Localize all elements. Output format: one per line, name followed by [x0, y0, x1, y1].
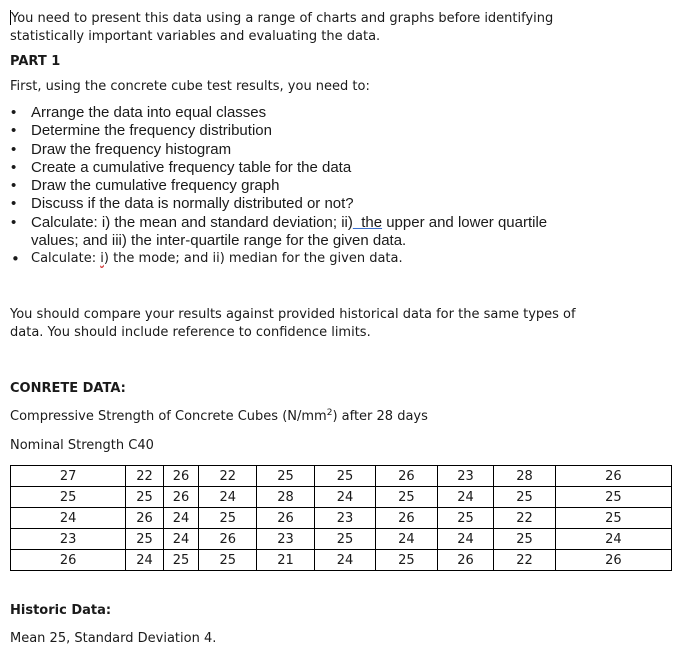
part1-heading: PART 1: [10, 54, 61, 69]
table-cell: 26: [376, 508, 437, 529]
table-cell: 25: [376, 487, 437, 508]
table-row: [11, 550, 672, 571]
table-cell: 24: [163, 529, 199, 550]
table-cell: 24: [437, 487, 494, 508]
table-cell: 24: [376, 529, 437, 550]
table-cell: 21: [257, 550, 315, 571]
table-cell: 26: [376, 466, 437, 487]
nominal-strength: Nominal Strength C40: [10, 438, 154, 453]
table-cell: 25: [199, 550, 257, 571]
table-cell: 24: [314, 487, 375, 508]
table-cell: 24: [11, 508, 126, 529]
list-item: • Draw the cumulative frequency graph: [10, 177, 547, 195]
table-cell: 22: [199, 466, 257, 487]
table-cell: 26: [437, 550, 494, 571]
table-cell: 28: [257, 487, 315, 508]
table-cell: 26: [163, 466, 199, 487]
list-item-calc-1: • Calculate: i) the mean and standard deviation; ii) the upper and lower quartile values; and iii) the inter-quartile range for the given data.: [10, 214, 547, 251]
table-cell: 25: [11, 487, 126, 508]
table-cell: 26: [126, 508, 163, 529]
list-item: • Determine the frequency distribution: [10, 122, 547, 140]
table-cell: 25: [494, 487, 555, 508]
historic-text: Mean 25, Standard Deviation 4.: [10, 631, 217, 646]
table-cell: 25: [314, 529, 375, 550]
table-row: [11, 508, 672, 529]
table-cell: 25: [555, 508, 671, 529]
concrete-subtitle: Compressive Strength of Concrete Cubes $(N/mm^2)$ after 28 days: [10, 408, 428, 424]
table-cell: 25: [555, 487, 671, 508]
table-row: [11, 529, 672, 550]
concrete-data-table: [10, 465, 672, 571]
table-cell: 26: [11, 550, 126, 571]
table-cell: 26: [555, 466, 671, 487]
compare-line-2: data. You should include reference to confidence limits.: [10, 325, 371, 340]
table-cell: 25: [126, 529, 163, 550]
table-cell: 28: [494, 466, 555, 487]
intro-line-1: You need to present this data using a range of charts and graphs before identifying: [11, 11, 554, 26]
table-cell: 23: [314, 508, 375, 529]
list-item: • Create a cumulative frequency table for the data: [10, 159, 547, 177]
table-cell: 25: [314, 466, 375, 487]
table-cell: 27: [11, 466, 126, 487]
intro-line-2: statistically important variables and evaluating the data.: [10, 29, 381, 44]
table-cell: 24: [437, 529, 494, 550]
table-row: [11, 466, 672, 487]
table-cell: 25: [199, 508, 257, 529]
list-item-calc-2: • Calculate: i) the mode; and ii) median for the given data.: [10, 250, 547, 268]
table-cell: 26: [163, 487, 199, 508]
table-cell: 26: [199, 529, 257, 550]
table-cell: 24: [314, 550, 375, 571]
table-cell: 24: [555, 529, 671, 550]
table-cell: 25: [494, 529, 555, 550]
table-cell: 25: [257, 466, 315, 487]
historic-heading: Historic Data:: [10, 603, 112, 618]
table-cell: 22: [126, 466, 163, 487]
table-cell: 25: [437, 508, 494, 529]
table-cell: 23: [437, 466, 494, 487]
table-cell: 22: [494, 550, 555, 571]
table-cell: 26: [555, 550, 671, 571]
table-cell: 25: [163, 550, 199, 571]
table-cell: 25: [376, 550, 437, 571]
table-cell: 24: [163, 508, 199, 529]
table-cell: 22: [494, 508, 555, 529]
table-cell: 26: [257, 508, 315, 529]
compare-line-1: You should compare your results against provided historical data for the same types of: [10, 307, 576, 322]
table-cell: 25: [126, 487, 163, 508]
task-list: [10, 104, 547, 269]
table-cell: 24: [126, 550, 163, 571]
list-item: • Discuss if the data is normally distributed or not?: [10, 195, 547, 213]
table-cell: 23: [11, 529, 126, 550]
table-row: [11, 487, 672, 508]
concrete-heading: CONRETE DATA:: [10, 381, 126, 396]
list-item: • Arrange the data into equal classes: [10, 104, 547, 122]
list-item: • Draw the frequency histogram: [10, 141, 547, 159]
part1-lead: First, using the concrete cube test results, you need to:: [10, 79, 370, 94]
table-cell: 24: [199, 487, 257, 508]
table-cell: 23: [257, 529, 315, 550]
